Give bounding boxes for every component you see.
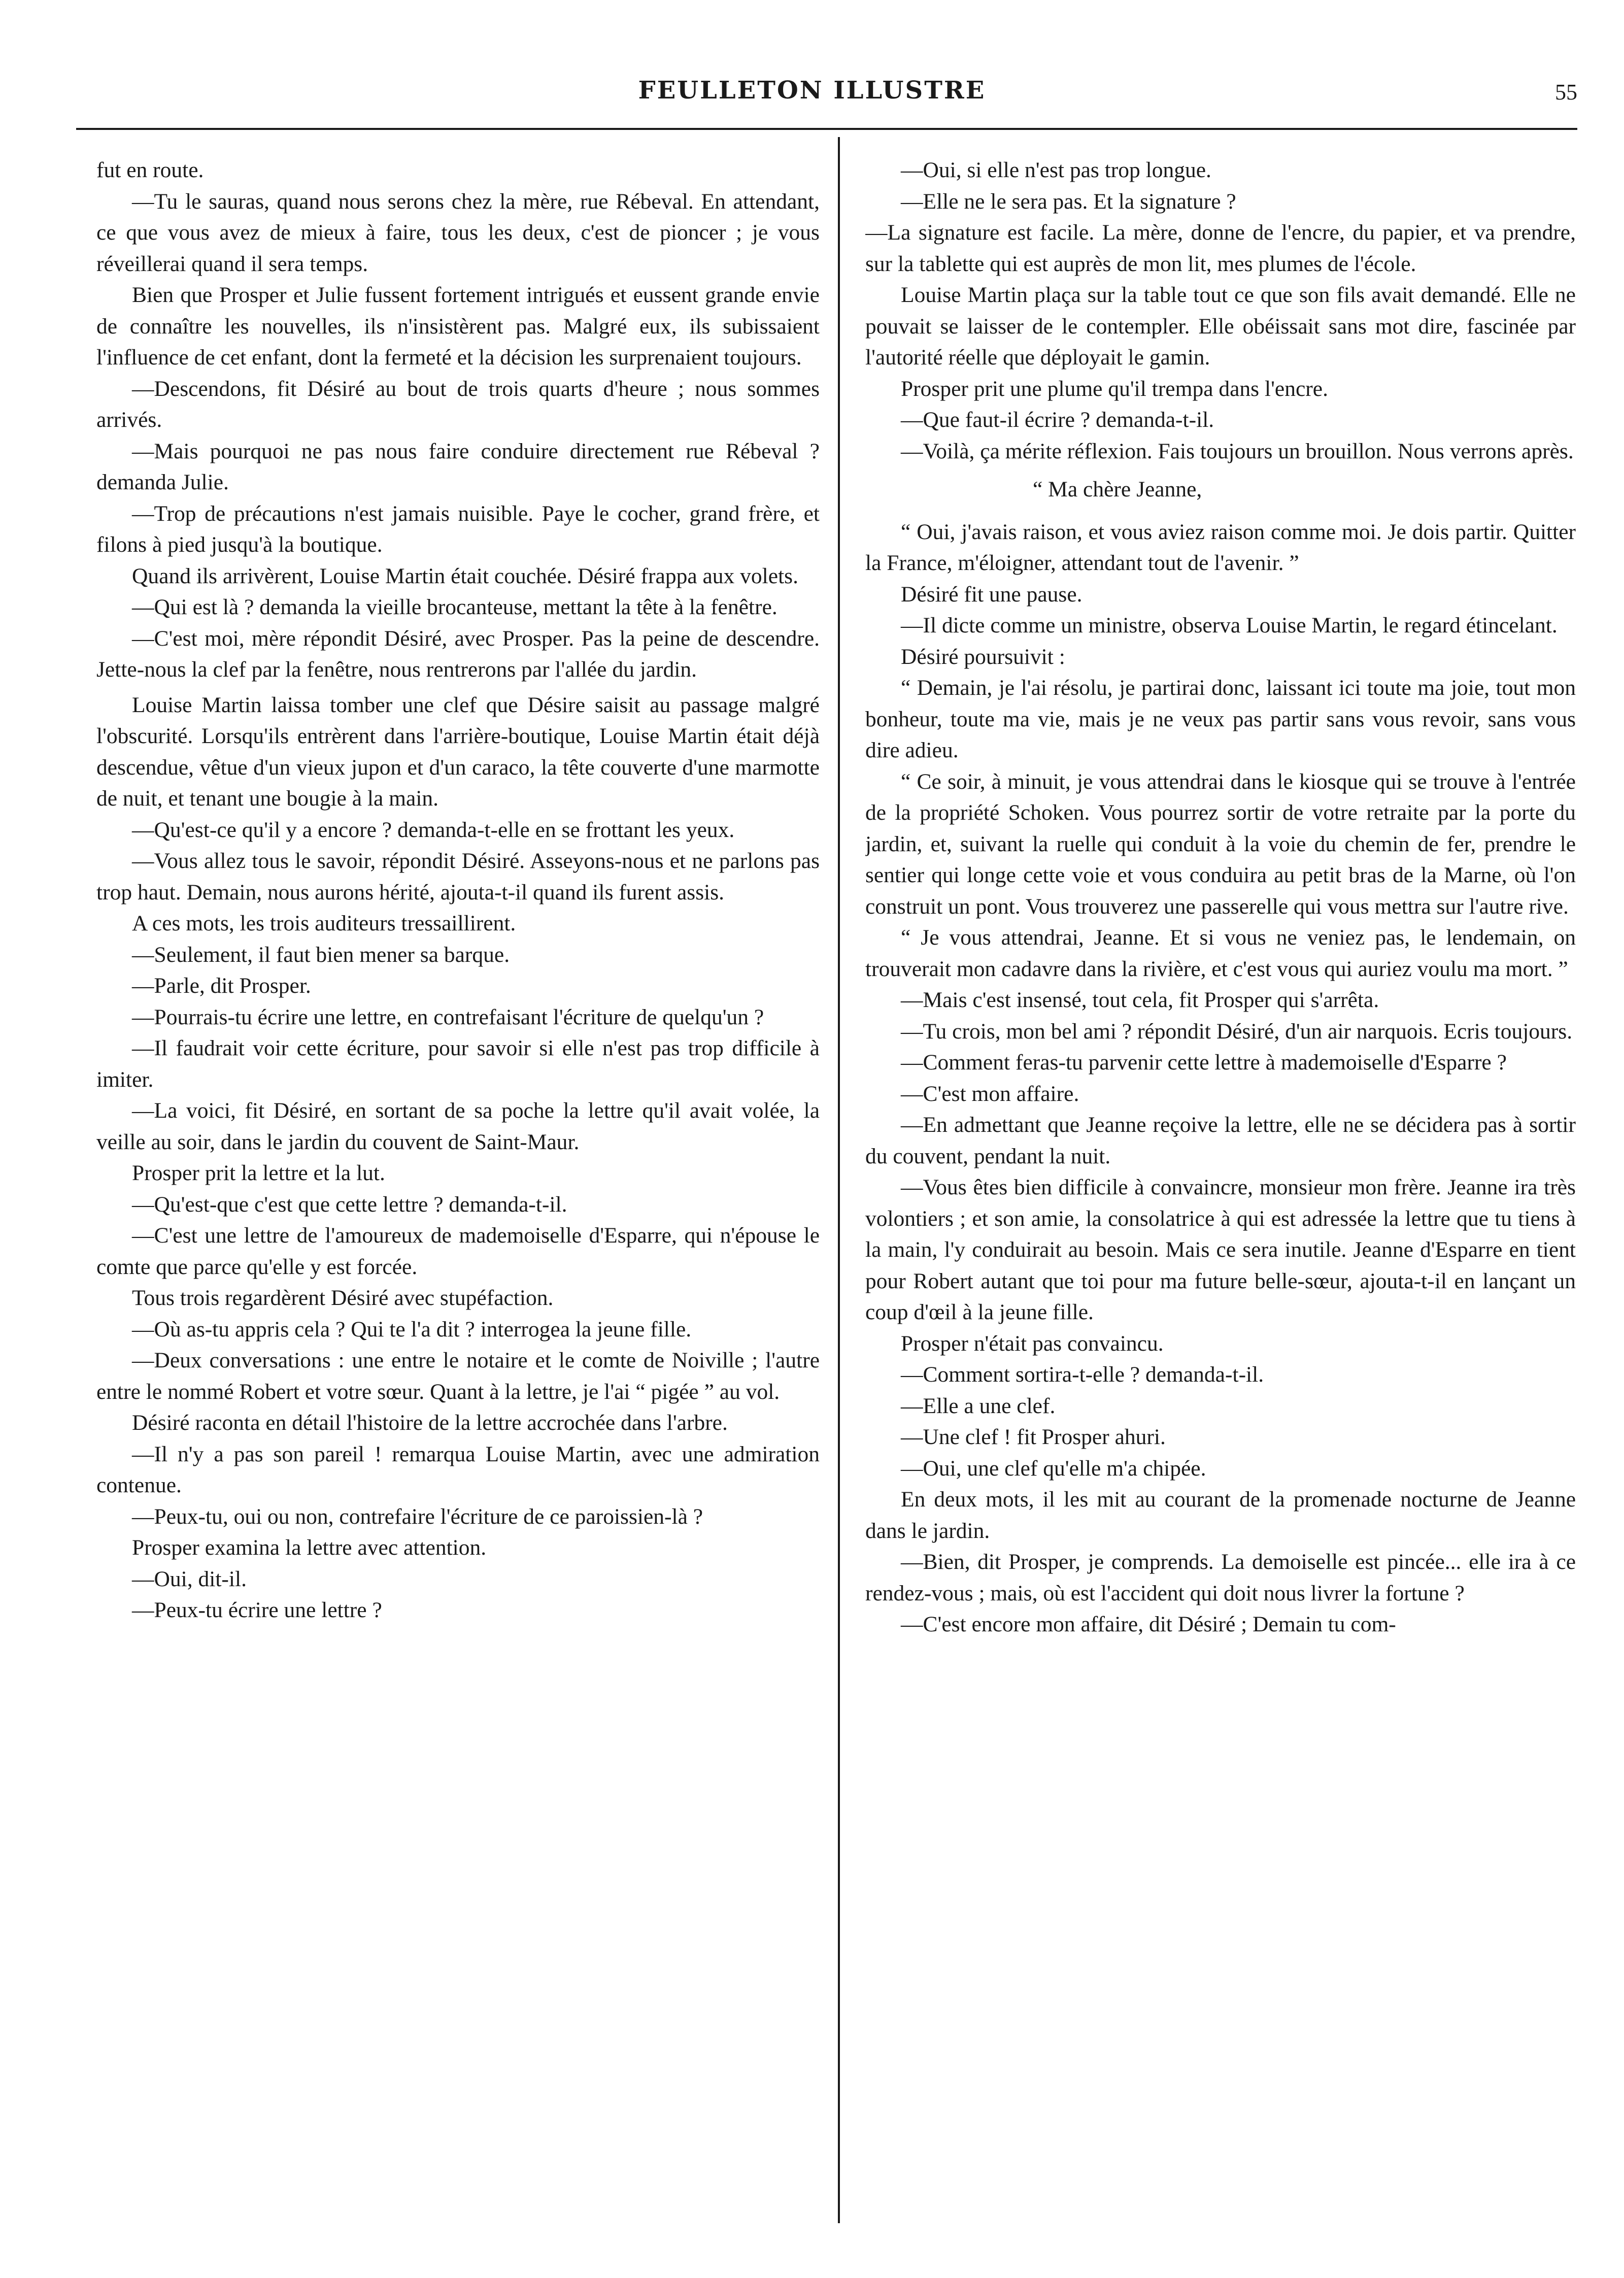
paragraph: —Elle ne le sera pas. Et la signature ? xyxy=(901,189,1236,214)
paragraph: Quand ils arrivèrent, Louise Martin était couchée. Désiré frappa aux volets. xyxy=(132,563,798,588)
paragraph: —Parle, dit Prosper. xyxy=(132,974,311,998)
paragraph: Désiré raconta en détail l'histoire de la lettre accrochée dans l'arbre. xyxy=(132,1411,728,1435)
right-column xyxy=(865,155,1576,2236)
paragraph: —Oui, si elle n'est pas trop longue. xyxy=(901,158,1211,182)
paragraph: —Comment sortira-t-elle ? demanda-t-il. xyxy=(901,1362,1264,1387)
letter-salutation: “ Ma chère Jeanne, xyxy=(1033,477,1202,501)
paragraph: —Que faut-il écrire ? demanda-t-il. xyxy=(901,408,1214,432)
column-divider xyxy=(838,137,840,2223)
paragraph: —Tu crois, mon bel ami ? répondit Désiré, d'un air narquois. Ecris toujours. xyxy=(901,1019,1573,1044)
paragraph: Désiré fit une pause. xyxy=(901,582,1082,607)
paragraph: “ Ce soir, à minuit, je vous attendrai dans le kiosque qui se trouve à l'entrée de la propriété Schoken. Vous pourrez sortir de votre retraite par la porte du jardin, et, suivant la ruelle qui conduit à la voie du chemin de fer, prendre le sentier qui longe cette voie et vous conduira au petit bras de la Marne, où l'on construit un pont. Vous trouverez une passerelle qui vous mettra sur l'autre rive. xyxy=(865,769,1576,919)
paragraph: “ Oui, j'avais raison, et vous aviez raison comme moi. Je dois partir. Quitter la France, m'éloigner, attendant tout de l'avenir. ” xyxy=(865,519,1576,575)
paragraph: —La signature est facile. La mère, donne de l'encre, du papier, et va prendre, sur la tablette qui est auprès de mon lit, mes plumes de l'école. xyxy=(865,220,1576,276)
paragraph: fut en route. xyxy=(96,158,204,182)
paragraph: —Mais c'est insensé, tout cela, fit Prosper qui s'arrêta. xyxy=(901,988,1379,1012)
paragraph: —Il dicte comme un ministre, observa Louise Martin, le regard étincelant. xyxy=(901,613,1558,638)
paragraph: —Qui est là ? demanda la vieille brocanteuse, mettant la tête à la fenêtre. xyxy=(132,595,777,619)
paragraph: —Il faudrait voir cette écriture, pour savoir si elle n'est pas trop difficile à imiter. xyxy=(96,1036,820,1092)
paragraph: —Il n'y a pas son pareil ! remarqua Louise Martin, avec une admiration contenue. xyxy=(96,1442,820,1497)
paragraph: —Pourrais-tu écrire une lettre, en contrefaisant l'écriture de quelqu'un ? xyxy=(132,1004,764,1029)
paragraph: —Oui, une clef qu'elle m'a chipée. xyxy=(901,1456,1206,1481)
paragraph: Prosper n'était pas convaincu. xyxy=(901,1331,1164,1356)
paragraph: —C'est mon affaire. xyxy=(901,1081,1079,1106)
paragraph: —C'est une lettre de l'amoureux de mademoiselle d'Esparre, qui n'épouse le comte que parce qu'elle y est forcée. xyxy=(96,1223,820,1279)
paragraph: Prosper prit une plume qu'il trempa dans l'encre. xyxy=(901,376,1328,401)
paragraph: —Oui, dit-il. xyxy=(132,1566,247,1591)
paragraph: —Bien, dit Prosper, je comprends. La demoiselle est pincée... elle ira à ce rendez-vous ; mais, où est l'accident qui doit nous livrer la fortune ? xyxy=(865,1550,1576,1605)
paragraph: “ Je vous attendrai, Jeanne. Et si vous ne veniez pas, le lendemain, on trouverait mon cadavre dans la rivière, et c'est vous qui auriez voulu ma mort. ” xyxy=(865,925,1576,981)
paragraph: —En admettant que Jeanne reçoive la lettre, elle ne se décidera pas à sortir du couvent, pendant la nuit. xyxy=(865,1113,1576,1168)
paragraph: —Tu le sauras, quand nous serons chez la mère, rue Rébeval. En attendant, ce que vous avez de mieux à faire, tous les deux, c'est de pioncer ; je vous réveillerai quand il sera temps. xyxy=(96,189,820,276)
paragraph: —Peux-tu écrire une lettre ? xyxy=(132,1598,382,1622)
page-header xyxy=(0,76,1624,117)
paragraph: —Deux conversations : une entre le notaire et le comte de Noiville ; l'autre entre le nommé Robert et votre sœur. Quant à la lettre, je l'ai “ pigée ” au vol. xyxy=(96,1348,820,1404)
paragraph: Tous trois regardèrent Désiré avec stupéfaction. xyxy=(132,1286,554,1310)
paragraph: —Trop de précautions n'est jamais nuisible. Paye le cocher, grand frère, et filons à pied jusqu'à la boutique. xyxy=(96,501,820,557)
paragraph: Louise Martin laissa tomber une clef que Désire saisit au passage malgré l'obscurité. Lorsqu'ils entrèrent dans l'arrière-boutique, Louise Martin était déjà descendue, vêtue d'un vieux jupon et d'un caraco, la tête couverte d'une marmotte de nuit, et tenant une bougie à la main. xyxy=(96,692,820,811)
paragraph: Prosper prit la lettre et la lut. xyxy=(132,1161,385,1185)
header-rule xyxy=(76,128,1577,130)
paragraph: —C'est encore mon affaire, dit Désiré ; Demain tu com- xyxy=(901,1612,1396,1636)
paragraph: —Comment feras-tu parvenir cette lettre à mademoiselle d'Esparre ? xyxy=(901,1050,1507,1075)
paragraph: En deux mots, il les mit au courant de la promenade nocturne de Jeanne dans le jardin. xyxy=(865,1487,1576,1543)
paragraph: —Elle a une clef. xyxy=(901,1393,1056,1418)
paragraph: —Descendons, fit Désiré au bout de trois quarts d'heure ; nous sommes arrivés. xyxy=(96,376,820,432)
paragraph: Prosper examina la lettre avec attention. xyxy=(132,1535,487,1560)
paragraph: —Où as-tu appris cela ? Qui te l'a dit ? interrogea la jeune fille. xyxy=(132,1317,692,1342)
paragraph: —Vous allez tous le savoir, répondit Désiré. Asseyons-nous et ne parlons pas trop haut. Demain, nous aurons hérité, ajouta-t-il quand ils furent assis. xyxy=(96,849,820,904)
paragraph: A ces mots, les trois auditeurs tressaillirent. xyxy=(132,911,516,935)
paragraph: —Qu'est-que c'est que cette lettre ? demanda-t-il. xyxy=(132,1192,567,1217)
paragraph: —Seulement, il faut bien mener sa barque. xyxy=(132,942,510,967)
paragraph: —Qu'est-ce qu'il y a encore ? demanda-t-elle en se frottant les yeux. xyxy=(132,817,735,842)
paragraph: —Voilà, ça mérite réflexion. Fais toujours un brouillon. Nous verrons après. xyxy=(901,439,1574,463)
left-column xyxy=(96,155,820,2236)
paragraph: Bien que Prosper et Julie fussent fortement intrigués et eussent grande envie de connaître les nouvelles, ils n'insistèrent pas. Malgré eux, ils subissaient l'influence de cet enfant, dont la fermeté et la décision les surprenaient toujours. xyxy=(96,283,820,370)
page-number: 55 xyxy=(1555,80,1577,105)
paragraph: —Une clef ! fit Prosper ahuri. xyxy=(901,1425,1166,1449)
paragraph: —C'est moi, mère répondit Désiré, avec Prosper. Pas la peine de descendre. Jette-nous la clef par la fenêtre, nous rentrerons par l'allée du jardin. xyxy=(96,626,820,682)
paragraph: —Vous êtes bien difficile à convaincre, monsieur mon frère. Jeanne ira très volontiers ; et son amie, la consolatrice à qui est adressée la lettre que tu tiens à la main, l'y conduirait au besoin. Mais ce sera inutile. Jeanne d'Esparre en tient pour Robert autant que toi pour ma future belle-sœur, ajouta-t-il en lançant un coup d'œil à la jeune fille. xyxy=(865,1175,1576,1324)
paragraph: —Peux-tu, oui ou non, contrefaire l'écriture de ce paroissien-là ? xyxy=(132,1504,703,1529)
running-title: FEULLETON ILLUSTRE xyxy=(638,76,986,105)
paragraph: “ Demain, je l'ai résolu, je partirai donc, laissant ici toute ma joie, tout mon bonheur, toute ma vie, mais je ne veux pas partir sans vous revoir, sans vous dire adieu. xyxy=(865,676,1576,762)
paragraph: —Mais pourquoi ne pas nous faire conduire directement rue Rébeval ? demanda Julie. xyxy=(96,439,820,494)
paragraph: Louise Martin plaça sur la table tout ce que son fils avait demandé. Elle ne pouvait se laisser de le contempler. Elle obéissait sans mot dire, fascinée par l'autorité réelle que déployait le gamin. xyxy=(865,283,1576,370)
paragraph: —La voici, fit Désiré, en sortant de sa poche la lettre qu'il avait volée, la veille au soir, dans le jardin du couvent de Saint-Maur. xyxy=(96,1098,820,1154)
paragraph: Désiré poursuivit : xyxy=(901,644,1065,669)
